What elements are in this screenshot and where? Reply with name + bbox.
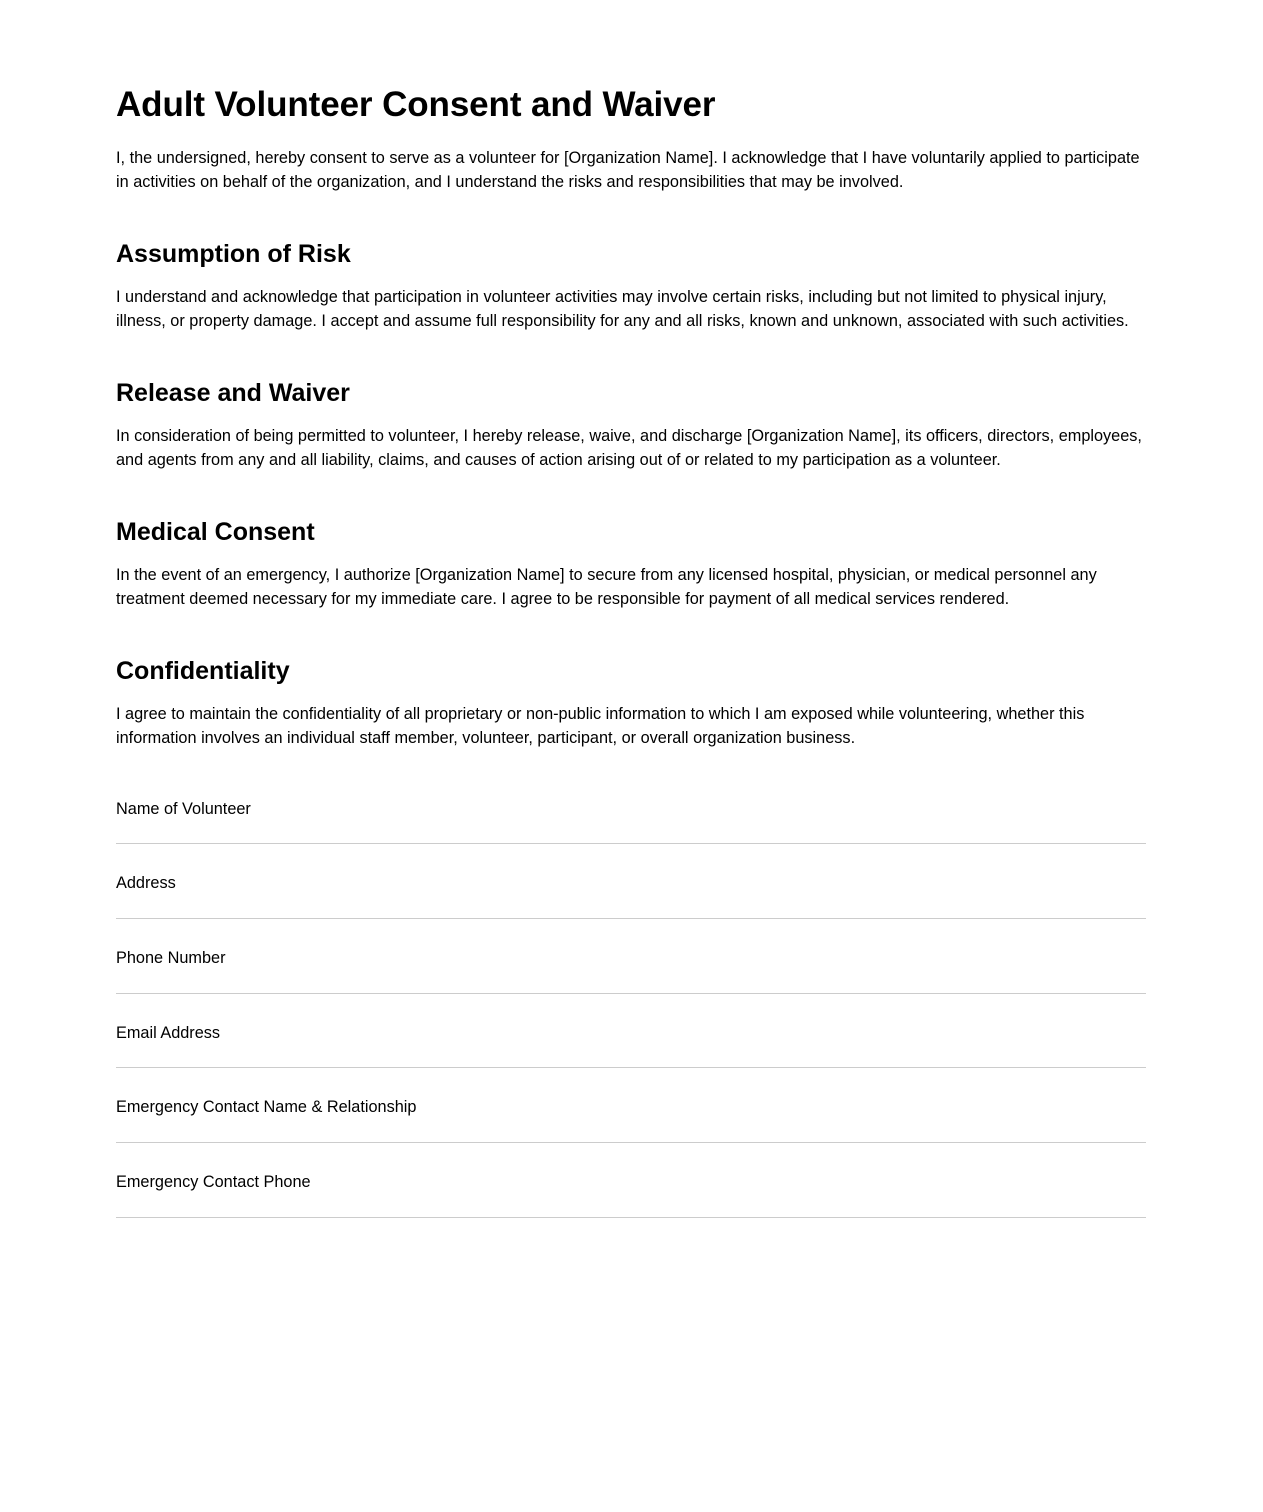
section-body: I agree to maintain the confidentiality of all proprietary or non-public information to which I am exposed while volunteering, whether this information involves an individual staff member, volunteer, participant, or overall organization business.	[116, 704, 1085, 747]
section-assumption-of-risk	[116, 239, 1146, 334]
field-label: Name of Volunteer	[116, 799, 251, 818]
field-emergency-contact-phone[interactable]	[116, 1171, 1146, 1218]
field-write-line[interactable]	[116, 1142, 1146, 1143]
signature-form	[116, 798, 1146, 1218]
section-release-and-waiver	[116, 378, 1146, 473]
field-label: Phone Number	[116, 949, 226, 968]
field-write-line[interactable]	[116, 993, 1146, 994]
field-address[interactable]	[116, 872, 1146, 919]
field-email-address[interactable]	[116, 1022, 1146, 1069]
field-write-line[interactable]	[116, 1067, 1146, 1068]
field-phone-number[interactable]	[116, 947, 1146, 994]
section-body: In the event of an emergency, I authorize [Organization Name] to secure from any licensed hospital, physician, or medical personnel any treatment deemed necessary for my immediate care. I agree to be responsible for payment of all medical services rendered.	[116, 566, 1097, 608]
field-write-line[interactable]	[116, 918, 1146, 919]
section-body: In consideration of being permitted to volunteer, I hereby release, waive, and discharge [Organization Name], its officers, directors, employees, and agents from any and all liability, claims, and causes of action arising out of or related to my participation as a volunteer.	[116, 427, 1142, 470]
field-label: Address	[116, 874, 176, 893]
field-name-of-volunteer[interactable]	[116, 798, 1146, 845]
field-emergency-contact-name-relationship[interactable]	[116, 1096, 1146, 1143]
intro-paragraph: I, the undersigned, hereby consent to serve as a volunteer for [Organization Name]. I acknowledge that I have voluntarily applied to participate in activities on behalf of the organization, and I understand the risks and responsibilities that may be involved.	[116, 149, 1140, 192]
section-heading: Assumption of Risk	[116, 240, 351, 269]
section-body: I understand and acknowledge that participation in volunteer activities may involve certain risks, including but not limited to physical injury, illness, or property damage. I accept and assume full responsibility for any and all risks, known and unknown, associated with such activities.	[116, 288, 1129, 331]
section-confidentiality	[116, 656, 1146, 751]
section-heading: Release and Waiver	[116, 379, 350, 408]
field-write-line[interactable]	[116, 1217, 1146, 1218]
page-bottom-whitespace	[116, 1246, 1146, 1486]
field-label: Email Address	[116, 1023, 221, 1042]
section-medical-consent	[116, 517, 1146, 612]
field-label: Emergency Contact Name & Relationship	[116, 1098, 417, 1117]
section-heading: Confidentiality	[116, 656, 290, 685]
page-title: Adult Volunteer Consent and Waiver	[116, 85, 716, 124]
field-write-line[interactable]	[116, 843, 1146, 844]
section-heading: Medical Consent	[116, 518, 315, 547]
field-label: Emergency Contact Phone	[116, 1172, 311, 1191]
